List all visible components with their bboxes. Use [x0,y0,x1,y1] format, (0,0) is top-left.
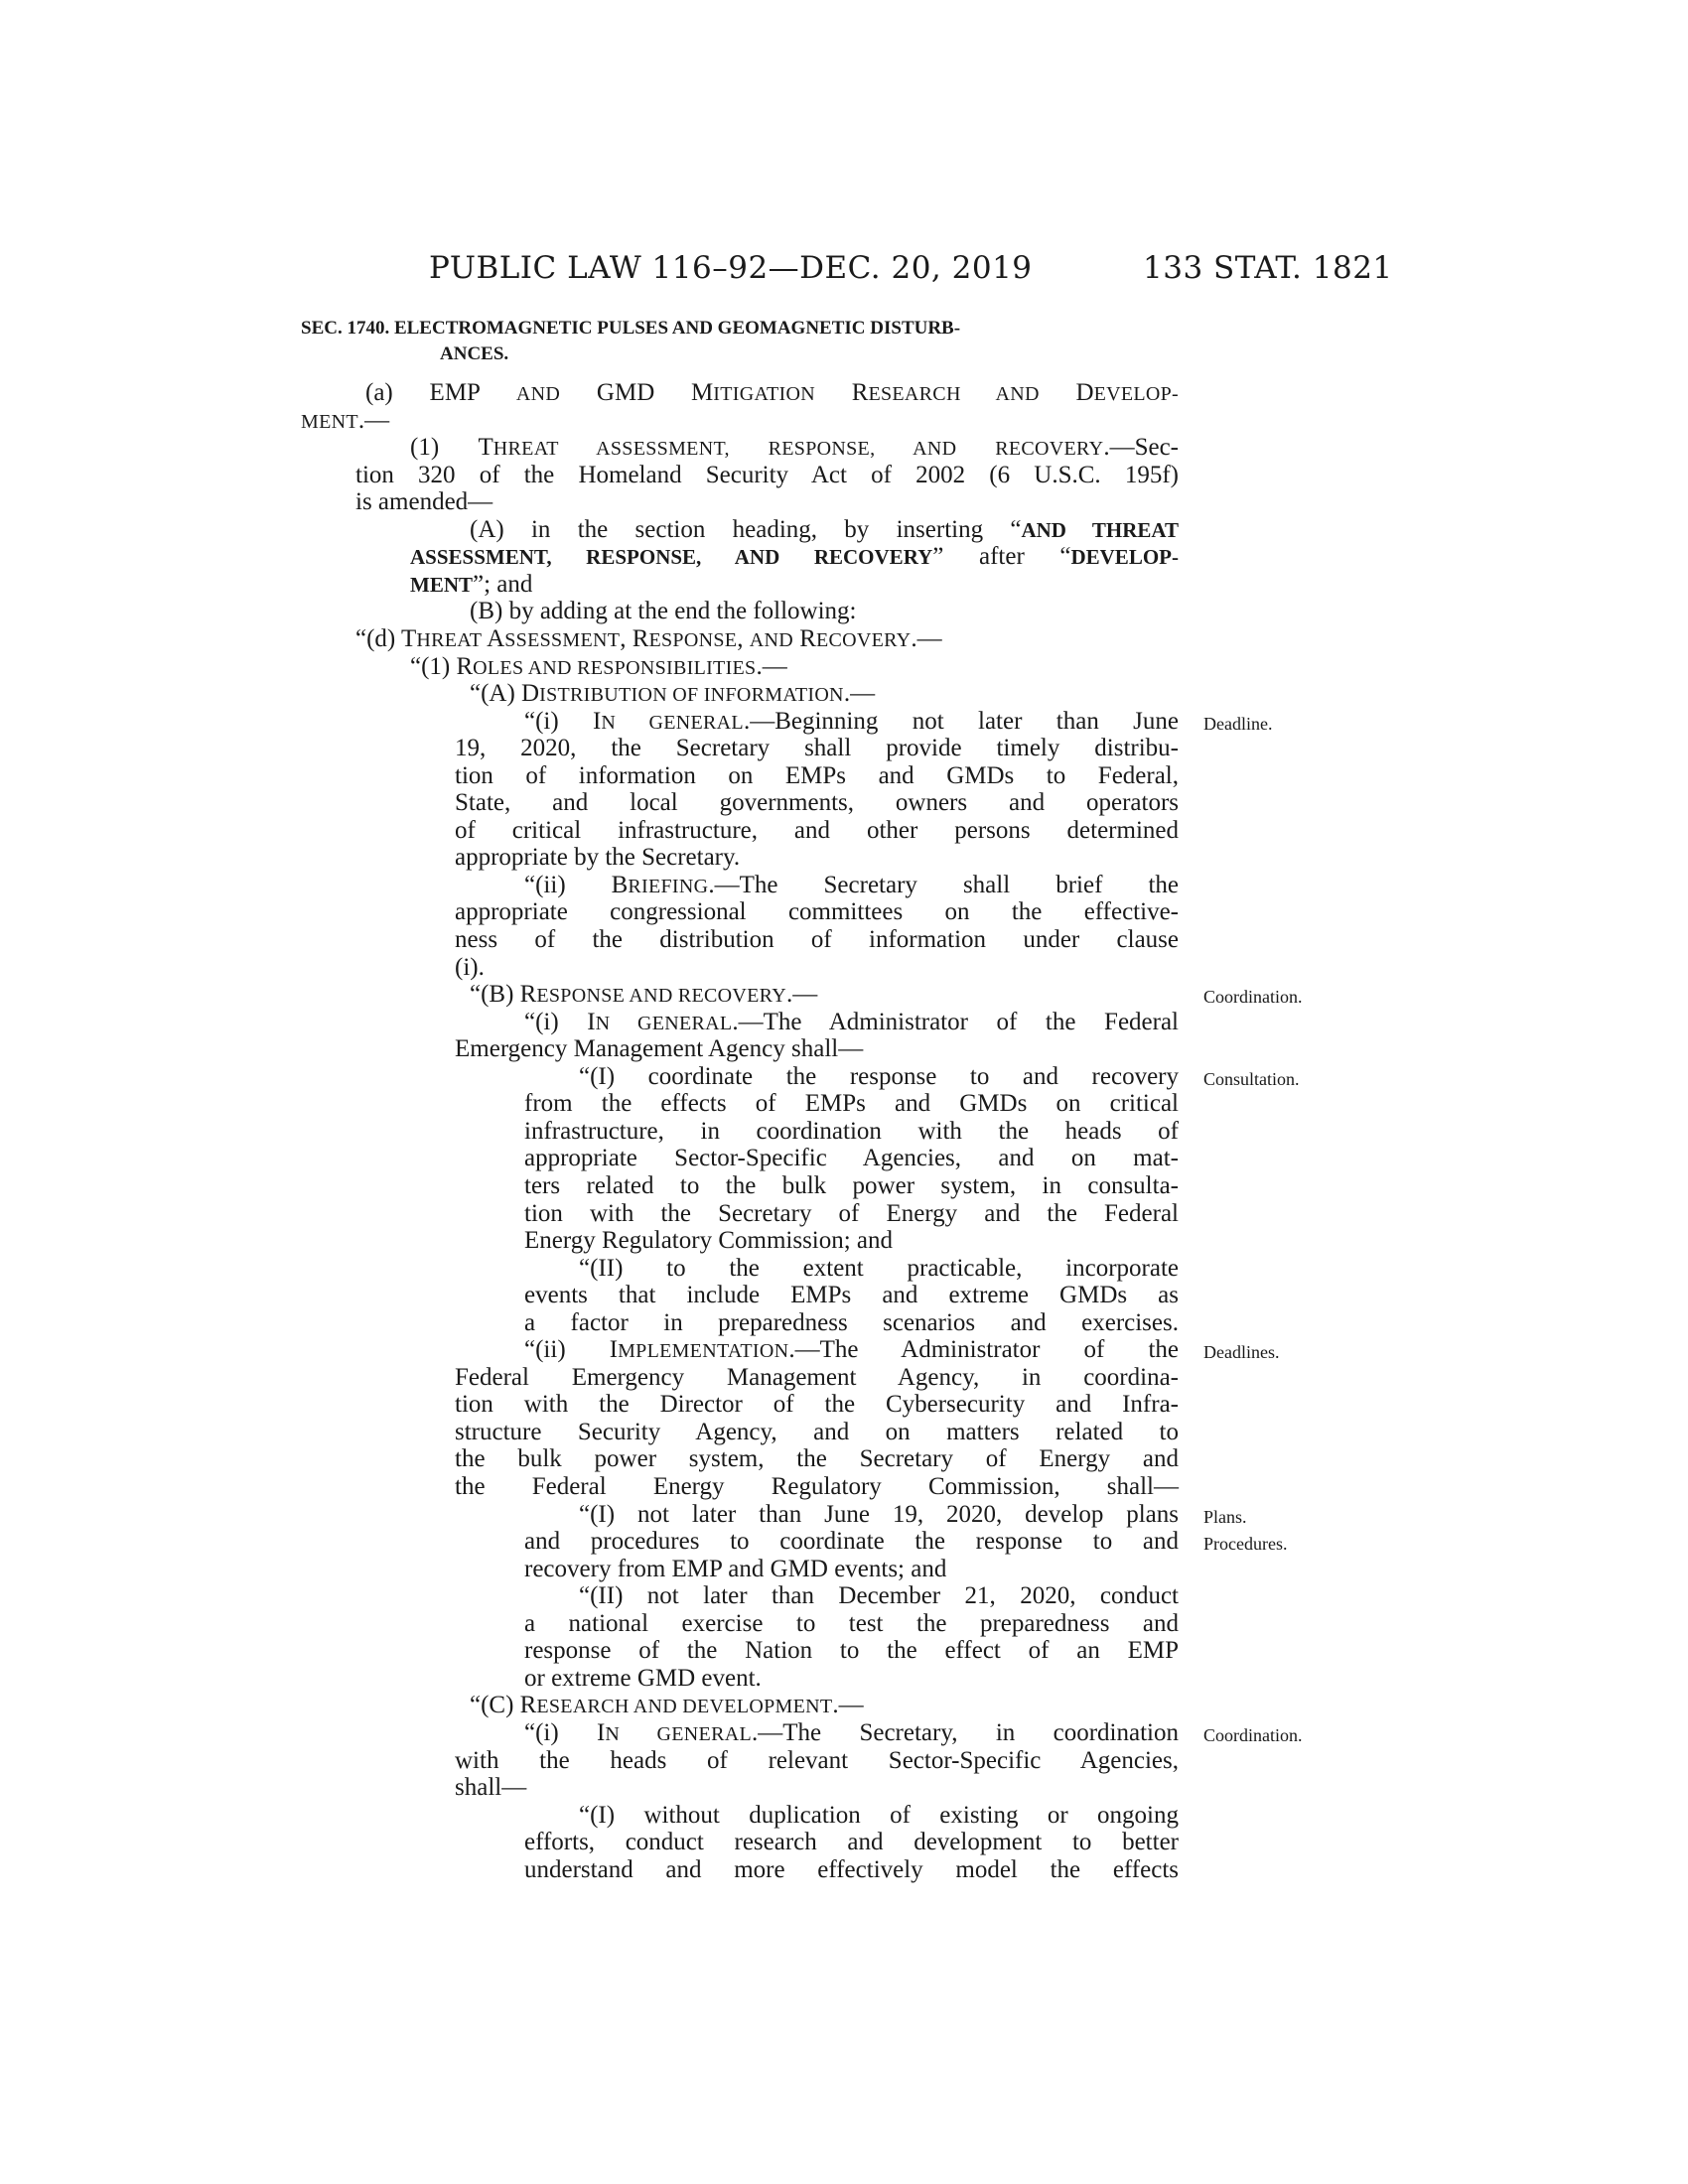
text-run: “(I) without duplication of existing or ongoing [579,1801,1179,1829]
small-caps-text: N GENERAL [601,711,744,734]
text-run: tion with the Director of the Cybersecurity and Infra- [455,1391,1179,1419]
text-run: .—The Secretary shall brief the [708,871,1179,898]
text-line [455,735,1179,762]
small-caps-text: AND [749,628,794,651]
text-run: “(i) I [524,707,602,735]
bold-text: MENT [410,572,473,597]
text-line [524,1665,1179,1693]
text-run: “(II) not later than December 21, 2020, conduct [579,1582,1179,1610]
text-run: .— [785,981,818,1009]
text-run: State, and local governments, owners and operators [455,789,1179,817]
text-line [455,926,1179,954]
section-heading-line-1: SEC. 1740. ELECTROMAGNETIC PULSES AND GEOMAGNETIC DISTURB- [301,318,961,339]
text-line [455,1747,1179,1775]
small-caps-text: ESEARCH AND DEVELOPMENT [536,1696,833,1718]
text-line [410,434,1179,463]
text-run: .— [357,406,390,434]
text-run: .—The Administrator of the Federal [732,1008,1179,1035]
text-run: A [482,624,505,652]
small-caps-text: N GENERAL [605,1722,752,1745]
text-run: tion with the Secretary of Energy and the Federal [524,1199,1179,1227]
small-caps-text: ITIGATION [713,383,815,405]
text-line [524,1009,1179,1037]
text-line [579,1063,1179,1091]
section-heading-line-2: ANCES. [440,343,509,364]
text-run: .—Sec- [1103,434,1179,462]
text-run: “(II) to the extent practicable, incorporate [579,1254,1179,1282]
small-caps-text: MENT [301,410,358,433]
small-caps-text: ISTRIBUTION OF INFORMATION [539,684,844,707]
text-run: response of the Nation to the effect of an EMP [524,1637,1179,1665]
margin-note: Coordination. [1203,1724,1303,1745]
text-run: “(i) I [524,1718,606,1746]
text-run: 19, 2020, the Secretary shall provide timely distribu- [455,735,1179,762]
text-run: appropriate by the Secretary. [455,844,741,872]
small-caps-text: ECOVERY [815,628,912,651]
text-run: ” after “ [932,543,1071,571]
text-run: with the heads of relevant Sector-Specific Agencies, [455,1746,1179,1774]
text-run: .— [832,1692,864,1719]
text-line [524,1528,1179,1556]
text-run: a factor in preparedness scenarios and exercises. [524,1308,1179,1336]
text-run: shall— [455,1774,527,1802]
text-line [524,1309,1179,1337]
text-line [410,543,1179,571]
text-line [355,625,1179,654]
small-caps-text: MPLEMENTATION [618,1340,789,1363]
text-line [524,1145,1179,1172]
margin-note: Deadlines. [1203,1342,1280,1363]
text-line [524,1172,1179,1200]
text-line [301,407,1179,436]
text-line [355,488,1179,516]
bold-text: AND THREAT [1021,517,1179,542]
text-run: .— [911,624,942,652]
text-line [470,516,1179,544]
text-run: or extreme GMD event. [524,1664,762,1692]
small-caps-text: OLES AND RESPONSIBILITIES [473,656,757,679]
text-run: appropriate congressional committees on the effective- [455,898,1179,926]
text-run: ”; and [473,570,533,598]
small-caps-text: ESEARCH AND [868,383,1040,405]
text-run: the bulk power system, the Secretary of Energy and [455,1445,1179,1473]
text-run: .—The Secretary, in coordination [751,1718,1179,1746]
text-run: ness of the distribution of information under clause [455,926,1179,953]
text-line [579,1802,1179,1830]
text-line [524,708,1179,737]
text-line [455,954,1179,982]
text-run: .— [756,652,787,680]
margin-note: Procedures. [1203,1534,1288,1555]
text-run: appropriate Sector-Specific Agencies, and on mat- [524,1145,1179,1172]
text-line [579,1582,1179,1610]
small-caps-text: EVELOP- [1093,383,1179,405]
text-line [524,1556,1179,1583]
text-line [455,1774,1179,1802]
small-caps-text: ESPONSE AND RECOVERY [536,985,786,1008]
text-run: Emergency Management Agency shall— [455,1035,864,1063]
text-run: events that include EMPs and extreme GMDs as [524,1282,1179,1309]
text-run: ters related to the bulk power system, in consulta- [524,1171,1179,1199]
text-run: and procedures to coordinate the response to and [524,1528,1179,1556]
text-line [524,1090,1179,1118]
margin-note: Consultation. [1203,1068,1300,1089]
text-line [455,898,1179,926]
text-line [524,1282,1179,1309]
text-line [470,1692,1179,1720]
section-heading [301,316,1195,367]
text-run: “(ii) I [524,1336,619,1364]
text-line [455,817,1179,845]
text-line [524,1829,1179,1856]
text-line [410,571,1179,599]
margin-note: Coordination. [1203,987,1303,1008]
text-run: understand and more effectively model the effects [524,1855,1179,1883]
text-run: tion 320 of the Homeland Security Act of 2002 (6 U.S.C. 195f) [355,461,1179,488]
small-caps-text: AND [515,383,561,405]
small-caps-text: ESPONSE [648,628,738,651]
small-caps-text: SSESSMENT [504,628,621,651]
text-run: (a) EMP [365,379,516,406]
text-run: is amended— [355,488,493,516]
text-line [470,680,1179,709]
text-run: a national exercise to test the preparedness and [524,1609,1179,1637]
text-line [579,1255,1179,1283]
text-line [455,789,1179,817]
text-run: “(1) R [410,652,474,680]
text-run: .— [843,680,876,708]
small-caps-text: RIEFING [628,875,709,897]
text-line [524,1637,1179,1665]
text-line [524,1856,1179,1884]
small-caps-text: HREAT ASSESSMENT, RESPONSE, AND RECOVERY [492,438,1104,461]
text-line [455,1473,1179,1501]
text-run: “(I) coordinate the response to and recovery [579,1062,1179,1090]
margin-note: Plans. [1203,1506,1247,1527]
text-run: “(ii) B [524,871,629,898]
text-line [455,1035,1179,1063]
text-run: efforts, conduct research and development to better [524,1829,1179,1856]
text-run: .—The Administrator of the [788,1336,1179,1364]
text-run: , R [620,624,649,652]
text-run: (B) by adding at the end the following: [470,598,857,625]
text-line [524,1118,1179,1146]
text-run: structure Security Agency, and on matters related to [455,1418,1179,1445]
text-line [524,872,1179,900]
text-run: R [814,379,869,406]
bold-text: DEVELOP- [1070,545,1179,570]
text-run: infrastructure, in coordination with the heads of [524,1117,1179,1145]
text-run: of critical infrastructure, and other persons determined [455,816,1179,844]
text-run: the Federal Energy Regulatory Commission, shall— [455,1473,1179,1500]
text-line [355,462,1179,489]
text-line [455,762,1179,790]
text-line [365,379,1179,408]
text-run: “(B) R [470,981,537,1009]
running-header-stat-page: 133 STAT. 1821 [1143,250,1393,286]
text-run: “(d) T [355,624,417,652]
text-run: .—Beginning not later than June [743,707,1179,735]
text-line [455,1419,1179,1446]
text-line [524,1610,1179,1638]
text-line [524,1200,1179,1228]
text-run: (1) T [410,434,493,462]
small-caps-text: N GENERAL [595,1012,733,1034]
text-run: “(C) R [470,1692,537,1719]
text-run: (i). [455,953,485,981]
text-run: “(I) not later than June 19, 2020, develop plans [579,1500,1179,1528]
text-run: from the effects of EMPs and GMDs on critical [524,1090,1179,1118]
text-run: recovery from EMP and GMD events; and [524,1555,947,1582]
text-run: Federal Emergency Management Agency, in coordina- [455,1363,1179,1391]
text-run: R [793,624,816,652]
text-line [410,653,1179,682]
text-run: “(i) I [524,1008,596,1035]
text-line [455,1391,1179,1419]
text-run: Energy Regulatory Commission; and [524,1227,894,1255]
text-run: tion of information on EMPs and GMDs to Federal, [455,761,1179,789]
text-line [470,598,1179,625]
text-run: , [737,624,750,652]
text-line [455,844,1179,872]
text-line [524,1227,1179,1255]
text-line [455,1364,1179,1392]
text-run: “(A) D [470,680,540,708]
margin-note: Deadline. [1203,713,1273,734]
text-line [579,1501,1179,1529]
text-line [470,981,1179,1010]
bold-text: ASSESSMENT, RESPONSE, AND RECOVERY [410,545,933,570]
text-run: (A) in the section heading, by inserting “ [470,515,1022,543]
text-run: GMD M [560,379,714,406]
running-header-law: PUBLIC LAW 116–92—DEC. 20, 2019 [429,250,1033,286]
text-line [524,1719,1179,1748]
text-line [455,1445,1179,1473]
text-run: D [1039,379,1094,406]
small-caps-text: HREAT [416,628,483,651]
text-line [524,1336,1179,1365]
